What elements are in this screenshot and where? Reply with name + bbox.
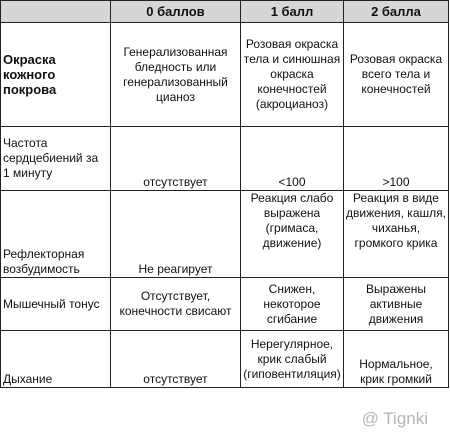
cell-reflex-score-1: Реакция слабо выражена (гримаса, движение) bbox=[241, 191, 344, 278]
header-score-2: 2 балла bbox=[344, 1, 449, 23]
cell-reflex-score-0: Не реагирует bbox=[111, 191, 241, 278]
cell-skin-score-0: Генерализованная бледность или генерализованный цианоз bbox=[111, 23, 241, 127]
cell-skin-score-1: Розовая окраска тела и синюшная окраска конечностей (акроцианоз) bbox=[241, 23, 344, 127]
watermark-text: @ Tignki bbox=[361, 409, 428, 428]
row-label-reflex: Рефлекторная возбудимость bbox=[1, 191, 111, 278]
cell-heart-score-0: отсутствует bbox=[111, 127, 241, 191]
row-label-muscle-tone: Мышечный тонус bbox=[1, 278, 111, 331]
row-label-skin-color: Окраска кожного покрова bbox=[1, 23, 111, 127]
table-row bbox=[1, 278, 449, 331]
table-row bbox=[1, 191, 449, 278]
header-score-1: 1 балл bbox=[241, 1, 344, 23]
table-row bbox=[1, 331, 449, 388]
cell-breath-score-2: Нормальное, крик громкий bbox=[344, 331, 449, 388]
row-label-heart-rate: Частота сердцебиений за 1 минуту bbox=[1, 127, 111, 191]
table-row bbox=[1, 23, 449, 127]
table-row bbox=[1, 127, 449, 191]
cell-reflex-score-2: Реакция в виде движения, кашля, чиханья, громкого крика bbox=[344, 191, 449, 278]
cell-tone-score-1: Снижен, некоторое сгибание bbox=[241, 278, 344, 331]
cell-heart-score-1: <100 bbox=[241, 127, 344, 191]
cell-breath-score-0: отсутствует bbox=[111, 331, 241, 388]
cell-breath-score-1: Нерегулярное, крик слабый (гиповентиляция) bbox=[241, 331, 344, 388]
cell-heart-score-2: >100 bbox=[344, 127, 449, 191]
table-header-row bbox=[1, 1, 449, 23]
header-corner-cell bbox=[1, 1, 111, 23]
cell-skin-score-2: Розовая окраска всего тела и конечностей bbox=[344, 23, 449, 127]
header-score-0: 0 баллов bbox=[111, 1, 241, 23]
cell-tone-score-0: Отсутствует, конечности свисают bbox=[111, 278, 241, 331]
row-label-breathing: Дыхание bbox=[1, 331, 111, 388]
cell-tone-score-2: Выражены активные движения bbox=[344, 278, 449, 331]
